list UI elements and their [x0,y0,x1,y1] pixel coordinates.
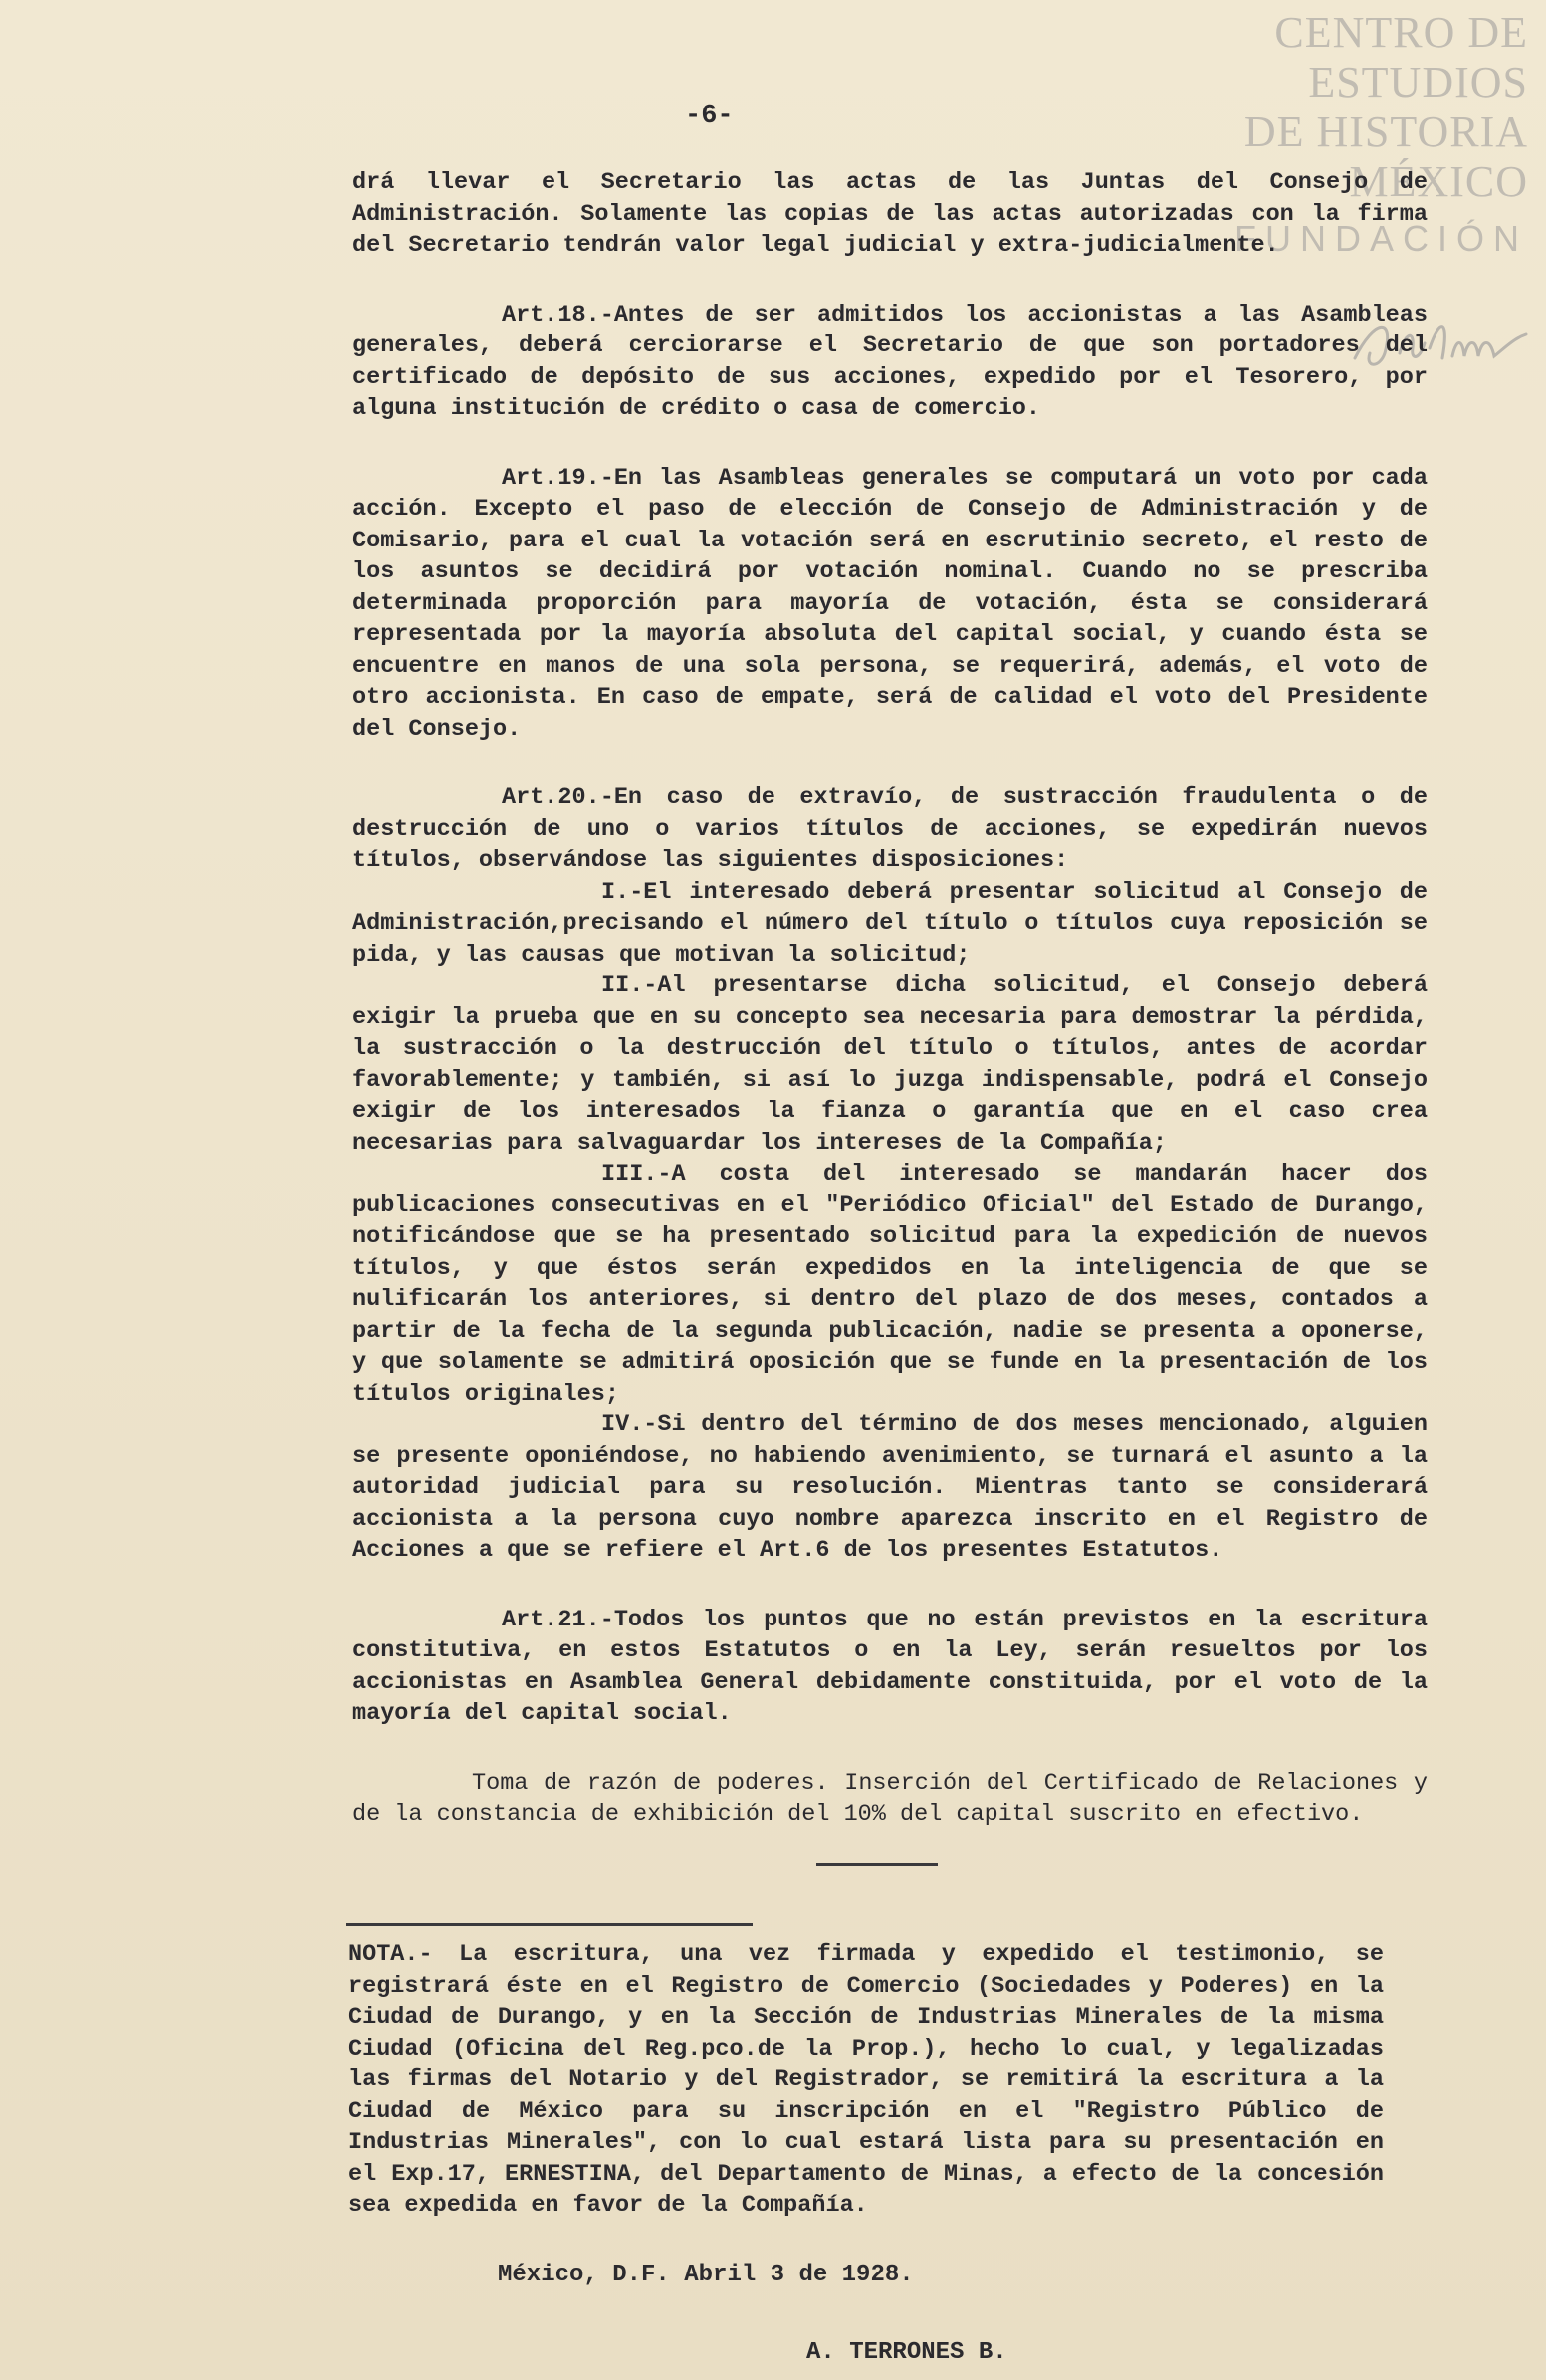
closing-paragraph: Toma de razón de poderes. Inserción del Certificado de Relaciones y de la constancia de exhibición del 10% del capital suscrito en efectivo. [352,1769,1428,1828]
article-19 [352,463,1428,746]
article-20-item-1: I.-El interesado deberá presentar solicitud al Consejo de Administración,precisando el número del título o títulos cuya reposición se pida, y las causas que motivan la solicitud; [352,878,1428,969]
article-21-ref: Art.21. [502,1606,600,1633]
article-20-item-3: III.-A costa del interesado se mandarán hacer dos publicaciones consecutivas en el "Periódico Oficial" del Estado de Durango, notificándose que se ha presentado solicitud para la expedición de nuevos títulos, y que éstos serán expedidos en la inteligencia de que se nulificarán los anteriores, si dentro del plazo de dos meses, contados a partir de la fecha de la segunda publicación, nadie se presenta a oponerse, y que solamente se admitirá oposición que se funde en la presentación de los títulos originales; [352,1161,1428,1407]
article-21-text: -Todos los puntos que no están previstos en la escritura constitutiva, en estos Estatutos o en la Ley, serán resueltos por los accionistas en Asamblea General debidamente constituida, por el voto de la mayoría del capital social. [352,1606,1428,1727]
article-18-text: -Antes de ser admitidos los accionistas a las Asambleas generales, deberá cerciorarse el Secretario de que son portadores del certificado de depósito de sus acciones, expedido por el Tesorero, por alguna institución de crédito o casa de comercio. [352,301,1428,422]
article-20-item-4: IV.-Si dentro del término de dos meses mencionado, alguien se presente oponiéndose, no habiendo avenimiento, se turnará el asunto a la autoridad judicial para su resolución. Mientras tanto se considerará accionista a la persona cuyo nombre aparezca inscrito en el Registro de Acciones a que se refiere el Art.6 de los presentes Estatutos. [352,1411,1428,1564]
article-18-ref: Art.18. [502,301,600,328]
page-number: -6- [685,102,734,131]
note-paragraph: NOTA.- La escritura, una vez firmada y expedido el testimonio, se registrará éste en el Registro de Comercio (Sociedades y Poderes) en la Ciudad de Durango, y en la Sección de Industrias Minerales de la misma Ciudad (Oficina del Reg.pco.de la Prop.), hecho lo cual, y legalizadas las firmas del Notario y del Registrador, se remitirá la escritura a la Ciudad de México para su inscripción en el "Registro Público de Industrias Minerales", con lo cual estará lista para su presentación en el Exp.17, ERNESTINA, del Departamento de Minas, a efecto de la concesión sea expedida en favor de la Compañía. [348,1941,1384,2219]
article-17-continued: drá llevar el Secretario las actas de las Juntas del Consejo de Administración. Solamente las copias de las actas autorizadas con la firma del Secretario tendrán valor legal judicial y extra-judicialmente. [352,169,1428,259]
watermark-line-4: MÉXICO [1349,157,1528,206]
article-20 [352,782,1428,877]
article-20-text: -En caso de extravío, de sustracción fraudulenta o de destrucción de uno o varios títulos de acciones, se expedirán nuevos títulos, observándose las siguientes disposiciones: [352,784,1428,874]
watermark-line-2: ESTUDIOS [1308,58,1528,107]
section-divider [816,1863,938,1866]
watermark-line-3: DE HISTORIA [1243,108,1528,156]
watermark-foundation: FUNDACIÓN [1234,218,1528,259]
article-19-text: -En las Asambleas generales se computará un voto por cada acción. Excepto el paso de elección de Consejo de Administración y de Comisario, para el cual la votación será en escrutinio secreto, el resto de los asuntos se decidirá por votación nominal. Cuando no se prescriba determinada proporción para mayoría de votación, ésta se considerará representada por la mayoría absoluta del capital social, y cuando ésta se encuentre en manos de una sola persona, se requerirá, además, el voto de otro accionista. En caso de empate, será de calidad el voto del Presidente del Consejo. [352,464,1428,743]
watermark-line-1: CENTRO DE [1274,8,1528,57]
article-19-ref: Art.19. [502,464,600,492]
article-20-ref: Art.20. [502,784,600,811]
place-and-date: México, D.F. Abril 3 de 1928. [498,2262,914,2288]
signatory-name: A. TERRONES B. [806,2339,1007,2366]
registration-note [348,1939,1384,2222]
article-18 [352,300,1428,425]
note-divider [346,1923,753,1926]
article-20-item-2: II.-Al presentarse dicha solicitud, el Consejo deberá exigir la prueba que en su concepto sea necesaria para demostrar la pérdida, la sustracción o la destrucción del título o títulos, antes de acordar favorablemente; y también, si así lo juzga indispensable, podrá el Consejo exigir de los interesados la fianza o garantía que en el caso crea necesarias para salvaguardar los intereses de la Compañía; [352,973,1428,1157]
statutes-body [352,167,1428,1831]
article-21 [352,1605,1428,1730]
